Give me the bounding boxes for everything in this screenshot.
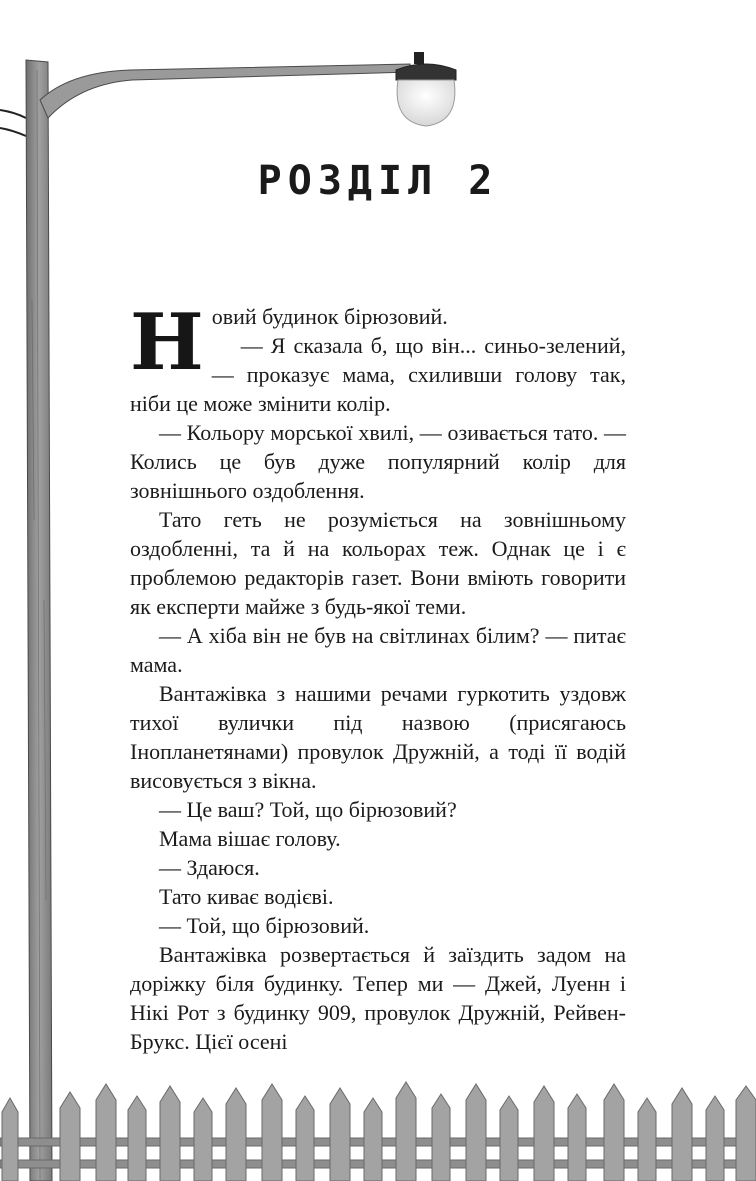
paragraph: Вантажівка з нашими речами гуркотить уздовж тихої вулички під назвою (присягаюсь Інопланетянами) провулок Дружній, а тоді її водій висовується з вікна.: [130, 681, 626, 793]
chapter-body: [130, 297, 626, 1056]
lamp-arm: [40, 64, 412, 118]
chapter-title: РОЗДІЛ 2: [257, 158, 499, 204]
paragraph: — Кольору морської хвилі, — озивається тато. — Колись це був дуже популярний колір для зовнішнього оздоблення.: [130, 420, 626, 503]
paragraph-text: овий будинок бірюзовий.: [211, 304, 448, 329]
pole: [26, 60, 52, 1181]
paragraph: Тато геть не розуміється на зовнішньому оздобленні, та й на кольорах теж. Однак це і є проблемою редакторів газет. Вони вміють говорити як експерти майже з будь-якої теми.: [130, 507, 626, 619]
paragraph: — А хіба він не був на світлинах білим? — питає мама.: [130, 623, 626, 677]
paragraph: — Той, що бірюзовий.: [159, 913, 370, 938]
power-wire: [0, 110, 26, 118]
paragraph: — Це ваш? Той, що бірюзовий?: [159, 797, 457, 822]
paragraph: — Здаюся.: [159, 855, 260, 880]
picket-fence: [0, 1082, 756, 1181]
paragraph: Мама вішає голову.: [159, 826, 341, 851]
lamp-bulb: [397, 80, 455, 126]
paragraph: Тато киває водієві.: [159, 884, 334, 909]
power-wire: [0, 128, 26, 136]
paragraph: Вантажівка розвертається й заїздить задом на доріжку біля будинку. Тепер ми — Джей, Луенн і Нікі Рот з будинку 909, провулок Дружній, Рейвен-Брукс. Цієї осені: [130, 942, 626, 1054]
drop-cap: Н: [130, 297, 204, 388]
paragraph: — Я сказала б, що він... синьо-зелений, — проказує мама, схиливши голову так, ніби це може змінити колір.: [130, 333, 626, 416]
